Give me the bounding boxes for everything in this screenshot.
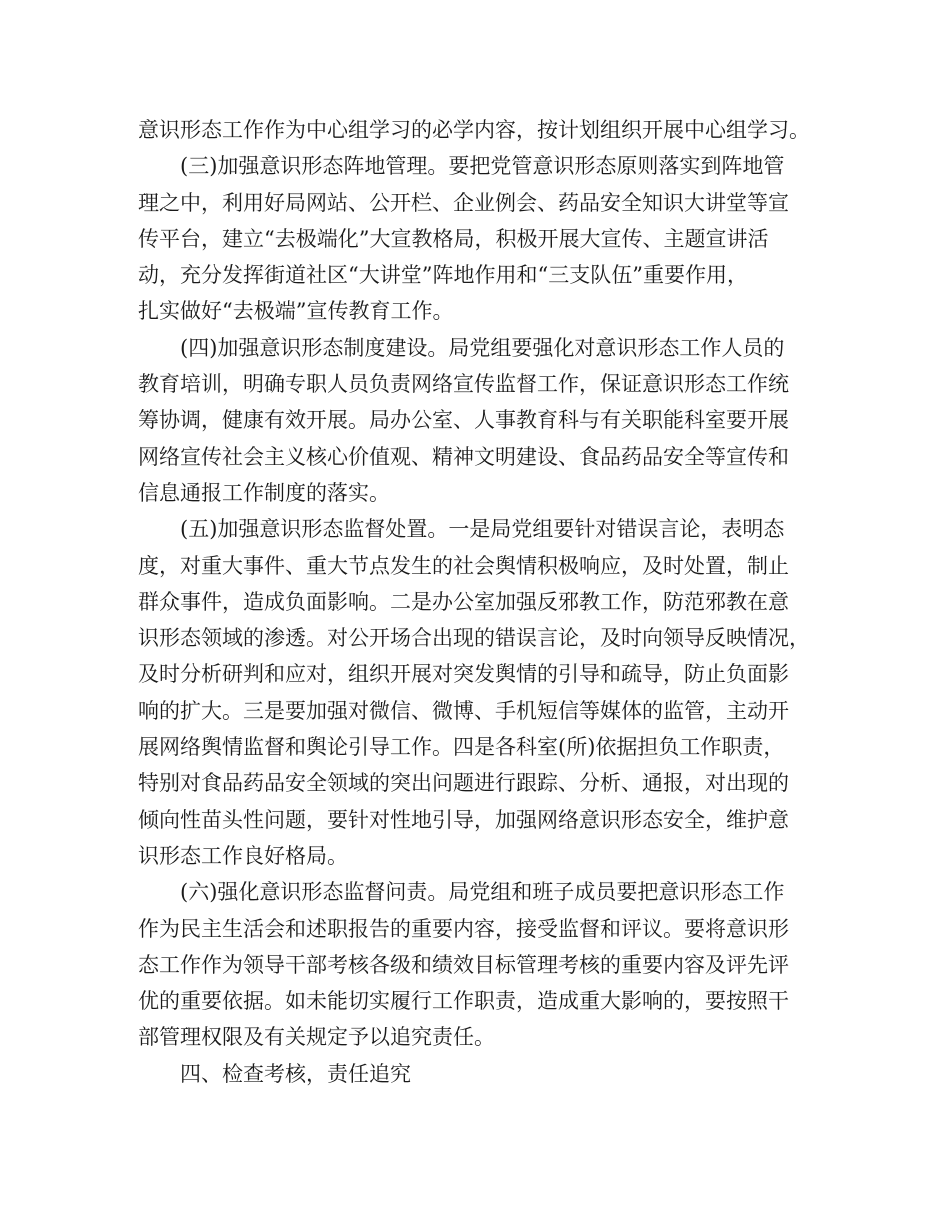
text-line: 部管理权限及有关规定予以追究责任。 — [138, 1025, 495, 1050]
text-line: (五)加强意识形态监督处置。一是局党组要针对错误言论，表明态 — [180, 517, 785, 542]
text-line: 筹协调，健康有效开展。局办公室、人事教育科与有关职能科室要开展 — [138, 408, 789, 433]
text-line: 识形态工作良好格局。 — [138, 843, 348, 868]
text-line: 扎实做好“去极端”宣传教育工作。 — [138, 299, 454, 324]
text-line: 识形态领域的渗透。对公开场合出现的错误言论，及时向领导反映情况， — [138, 626, 810, 651]
text-line: 群众事件，造成负面影响。二是办公室加强反邪教工作，防范邪教在意 — [138, 589, 789, 614]
text-line: 理之中，利用好局网站、公开栏、企业例会、药品安全知识大讲堂等宣 — [138, 190, 789, 215]
text-line: 信息通报工作制度的落实。 — [138, 480, 390, 505]
text-line: 意识形态工作作为中心组学习的必学内容，按计划组织开展中心组学习。 — [138, 118, 810, 142]
text-line: 教育培训，明确专职人员负责网络宣传监督工作，保证意识形态工作统 — [138, 372, 789, 397]
text-line: 特别对食品药品安全领域的突出问题进行跟踪、分析、通报，对出现的 — [138, 771, 789, 796]
text-line: 响的扩大。三是要加强对微信、微博、手机短信等媒体的监管，主动开 — [138, 698, 789, 723]
text-line: 作为民主生活会和述职报告的重要内容，接受监督和评议。要将意识形 — [138, 916, 789, 941]
text-line: (四)加强意识形态制度建设。局党组要强化对意识形态工作人员的 — [180, 335, 785, 360]
text-line: 态工作作为领导干部考核各级和绩效目标管理考核的重要内容及评先评 — [138, 952, 789, 977]
text-line: (三)加强意识形态阵地管理。要把党管意识形态原则落实到阵地管 — [180, 154, 785, 179]
text-line: 动，充分发挥街道社区“大讲堂”阵地作用和“三支队伍”重要作用， — [138, 263, 748, 288]
text-line: 传平台，建立“去极端化”大宣教格局，积极开展大宣传、主题宣讲活 — [138, 226, 769, 251]
text-line: (六)强化意识形态监督问责。局党组和班子成员要把意识形态工作 — [180, 880, 785, 905]
text-line: 四、检查考核，责任追究 — [180, 1061, 411, 1086]
text-line: 优的重要依据。如未能切实履行工作职责，造成重大影响的，要按照干 — [138, 989, 789, 1014]
text-line: 度，对重大事件、重大节点发生的社会舆情积极响应，及时处置，制止 — [138, 553, 789, 578]
document-body — [138, 112, 828, 1092]
text-line: 倾向性苗头性问题，要针对性地引导，加强网络意识形态安全，维护意 — [138, 807, 789, 832]
text-line: 展网络舆情监督和舆论引导工作。四是各科室(所)依据担负工作职责， — [138, 735, 785, 760]
text-line: 网络宣传社会主义核心价值观、精神文明建设、食品药品安全等宣传和 — [138, 444, 789, 469]
text-line: 及时分析研判和应对，组织开展对突发舆情的引导和疏导，防止负面影 — [138, 662, 789, 687]
